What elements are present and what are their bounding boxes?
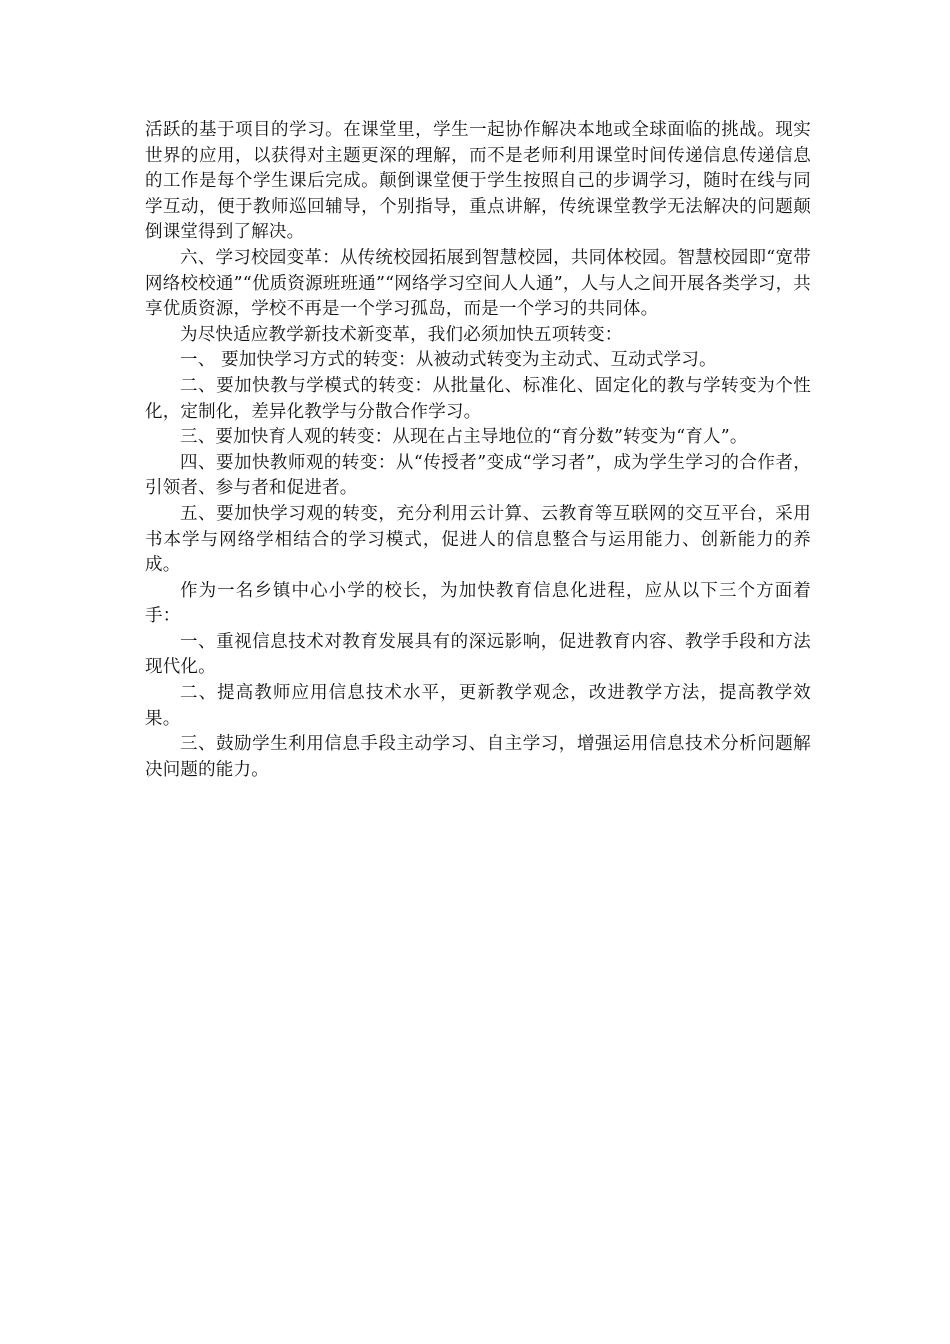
- paragraph-11: 二、提高教师应用信息技术水平，更新教学观念，改进教学方法，提高教学效果。: [145, 683, 811, 729]
- paragraph-4: 一、 要加快学习方式的转变：从被动式转变为主动式、互动式学习。: [180, 350, 717, 371]
- paragraph-2: 六、学习校园变革：从传统校园拓展到智慧校园，共同体校园。智慧校园即“宽带网络校校通”“优质资源班班通”“网络学习空间人人通”，人与人之间开展各类学习，共享优质资源，学校不再是一个学习孤岛，而是一个学习的共同体。: [145, 247, 811, 320]
- paragraph-3: 为尽快适应教学新技术新变革，我们必须加快五项转变：: [180, 324, 623, 345]
- paragraph-9: 作为一名乡镇中心小学的校长，为加快教育信息化进程，应从以下三个方面着手：: [145, 580, 811, 627]
- paragraph-8: 五、要加快学习观的转变，充分利用云计算、云教育等互联网的交互平台，采用书本学与网络学相结合的学习模式，促进人的信息整合与运用能力、创新能力的养成。: [145, 503, 811, 576]
- paragraph-6: 三、要加快育人观的转变：从现在占主导地位的“育分数”转变为“育人”。: [180, 427, 748, 448]
- paragraph-5: 二、要加快教与学模式的转变：从批量化、标准化、固定化的教与学转变为个性化，定制化，差异化教学与分散合作学习。: [145, 375, 811, 422]
- paragraph-7: 四、要加快教师观的转变：从“传授者”变成“学习者”，成为学生学习的合作者，引领者、参与者和促进者。: [145, 452, 811, 499]
- paragraph-10: 一、重视信息技术对教育发展具有的深远影响，促进教育内容、教学手段和方法现代化。: [145, 631, 811, 678]
- paragraph-12: 三、鼓励学生利用信息手段主动学习、自主学习，增强运用信息技术分析问题解决问题的能力。: [145, 734, 811, 780]
- paragraph-1: 活跃的基于项目的学习。在课堂里，学生一起协作解决本地或全球面临的挑战。现实世界的应用，以获得对主题更深的理解，而不是老师利用课堂时间传递信息传递信息的工作是每个学生课后完成。颠倒课堂便于学生按照自己的步调学习，随时在线与同学互动，便于教师巡回辅导，个别指导，重点讲解，传统课堂教学无法解决的问题颠倒课堂得到了解决。: [145, 120, 811, 243]
- document-body: [145, 118, 811, 783]
